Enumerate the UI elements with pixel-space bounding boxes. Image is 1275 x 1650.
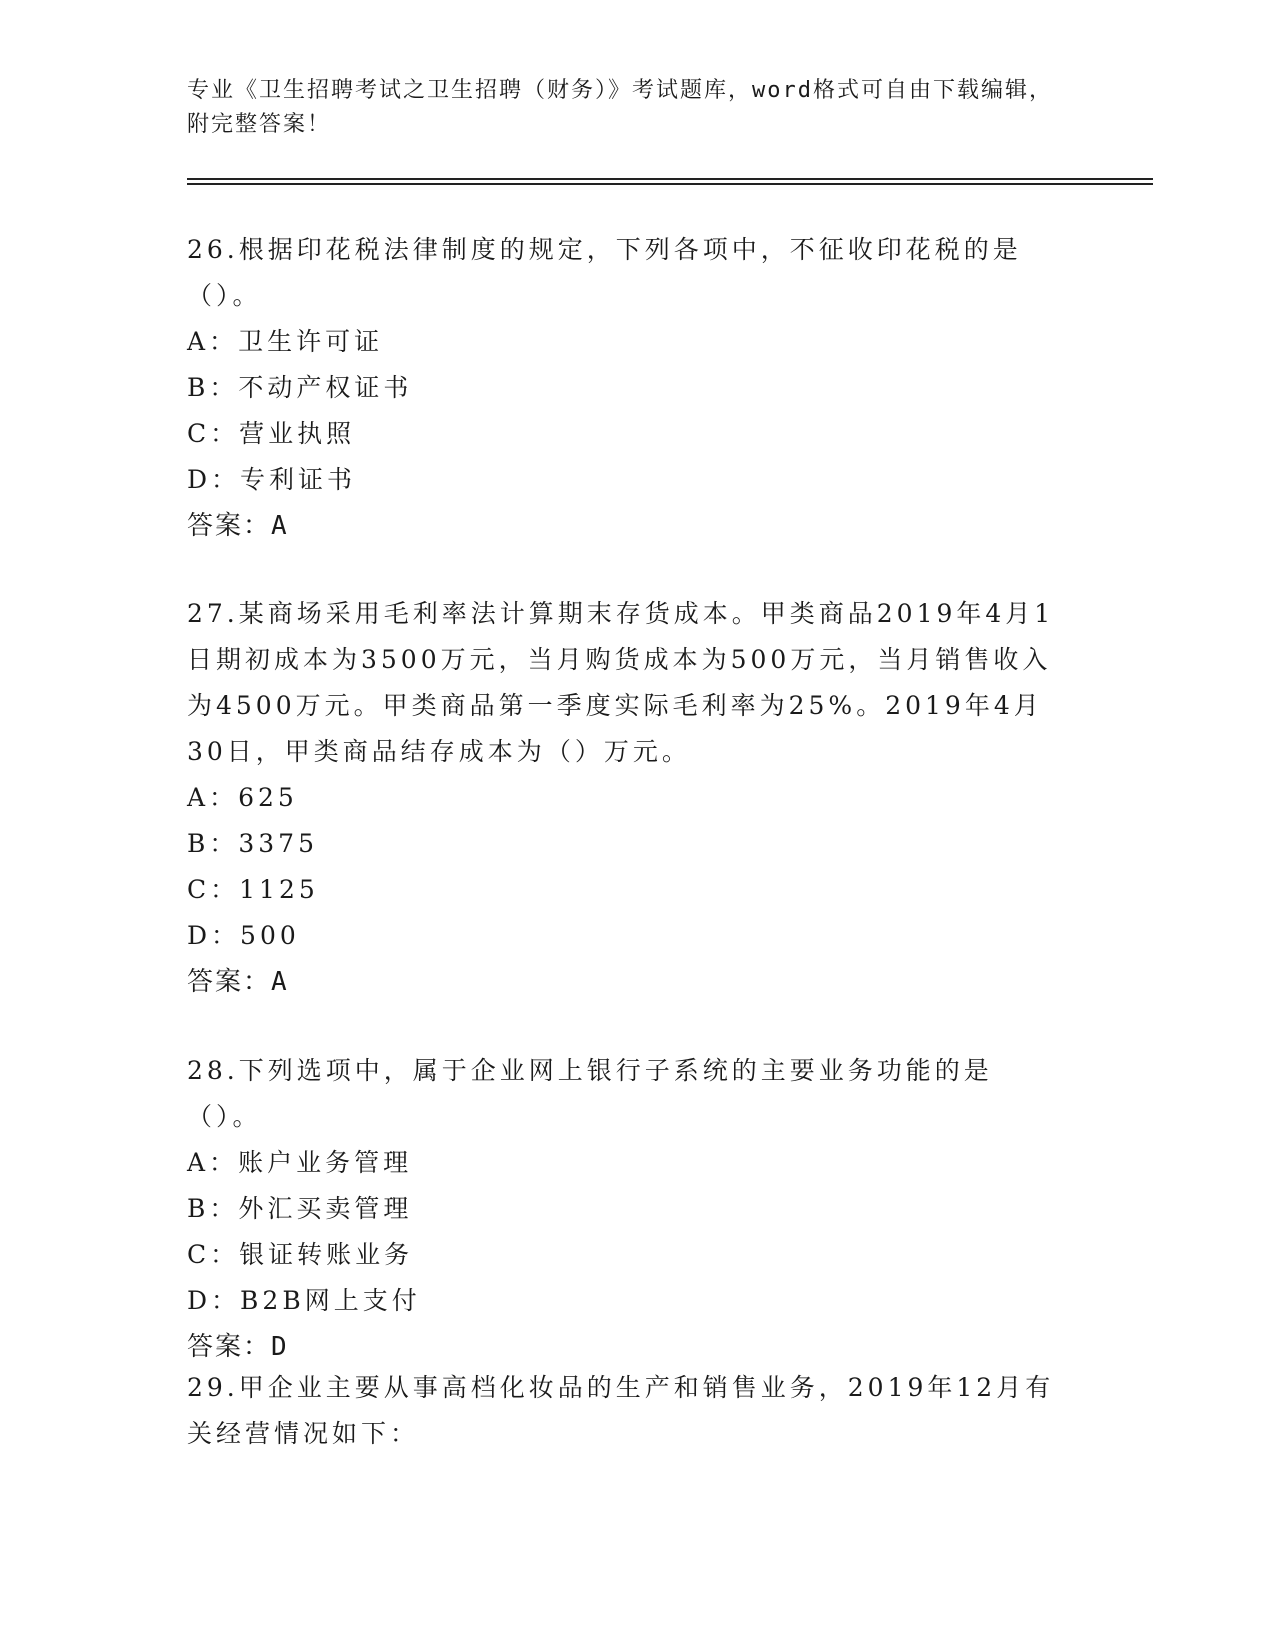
question-stem: 27.某商场采用毛利率法计算期末存货成本。甲类商品2019年4月1日期初成本为3500万元，当月购货成本为500万元，当月销售收入为4500万元。甲类商品第一季度实际毛利率为25%。2019年4月30日，甲类商品结存成本为（）万元。 xyxy=(187,599,1055,766)
option-text: 不动产权证书 xyxy=(238,373,413,402)
question-27 xyxy=(187,591,1067,1005)
option-c xyxy=(187,411,1067,457)
option-c xyxy=(187,867,1067,913)
option-b xyxy=(187,821,1067,867)
option-text: 账户业务管理 xyxy=(238,1148,413,1177)
option-letter: B： xyxy=(187,373,239,402)
question-stem: 26.根据印花税法律制度的规定，下列各项中，不征收印花税的是（）。 xyxy=(187,235,1022,310)
question-28 xyxy=(187,1048,1067,1370)
option-letter: B： xyxy=(187,829,239,858)
option-text: 专利证书 xyxy=(240,465,357,494)
option-letter: C： xyxy=(187,1240,240,1269)
option-text: 1125 xyxy=(239,875,319,904)
option-text: 3375 xyxy=(238,829,318,858)
option-b xyxy=(187,1186,1067,1232)
question-29 xyxy=(187,1365,1067,1457)
option-c xyxy=(187,1232,1067,1278)
option-letter: C： xyxy=(187,875,240,904)
answer-value: D xyxy=(271,1332,289,1362)
answer-label: 答案： xyxy=(187,967,272,997)
answer-label: 答案： xyxy=(187,1332,272,1362)
option-text: B2B网上支付 xyxy=(240,1286,421,1315)
option-a xyxy=(187,319,1067,365)
option-letter: D： xyxy=(187,1286,241,1315)
answer-line xyxy=(187,959,1067,1005)
option-letter: A： xyxy=(187,1148,239,1177)
option-a xyxy=(187,1140,1067,1186)
option-b xyxy=(187,365,1067,411)
option-text: 卫生许可证 xyxy=(238,327,384,356)
answer-line xyxy=(187,503,1067,549)
option-text: 外汇买卖管理 xyxy=(238,1194,413,1223)
option-d xyxy=(187,1278,1067,1324)
option-letter: A： xyxy=(187,783,239,812)
option-text: 625 xyxy=(238,783,298,812)
option-d xyxy=(187,913,1067,959)
option-text: 银证转账业务 xyxy=(239,1240,414,1269)
header-divider-top xyxy=(187,178,1153,180)
answer-value: A xyxy=(271,967,289,997)
document-header: 专业《卫生招聘考试之卫生招聘（财务）》考试题库，word格式可自由下载编辑，附完整答案！ xyxy=(187,78,1053,137)
answer-line xyxy=(187,1324,1067,1370)
question-26 xyxy=(187,227,1067,549)
question-stem: 29.甲企业主要从事高档化妆品的生产和销售业务，2019年12月有关经营情况如下： xyxy=(187,1373,1055,1448)
option-a xyxy=(187,775,1067,821)
answer-value: A xyxy=(271,511,289,541)
answer-label: 答案： xyxy=(187,511,272,541)
option-text: 营业执照 xyxy=(239,419,356,448)
option-d xyxy=(187,457,1067,503)
option-letter: A： xyxy=(187,327,239,356)
option-letter: C： xyxy=(187,419,240,448)
option-letter: D： xyxy=(187,921,241,950)
option-letter: B： xyxy=(187,1194,239,1223)
option-letter: D： xyxy=(187,465,241,494)
header-divider-bottom xyxy=(187,183,1153,185)
question-stem: 28.下列选项中，属于企业网上银行子系统的主要业务功能的是（）。 xyxy=(187,1056,993,1131)
option-text: 500 xyxy=(240,921,300,950)
